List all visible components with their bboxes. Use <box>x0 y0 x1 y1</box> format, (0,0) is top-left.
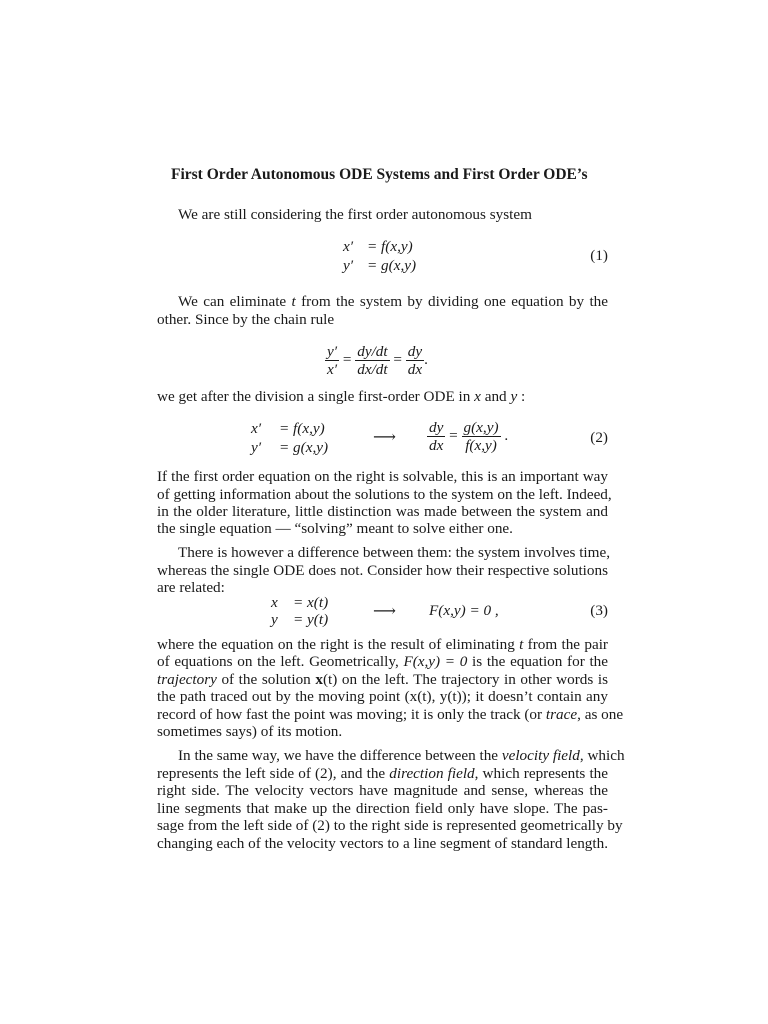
paragraph-fields-line2: represents the left side of (2), and the direction field, which represents the <box>157 765 608 782</box>
equation-number-2: (2) <box>590 429 608 446</box>
eq1-row1-lhs: x′ <box>343 238 354 255</box>
chain-rule-equation: $\frac{y'}{x'}$ = $\frac{dy/dt}{dx/dt}$ = $\frac{dy}{dx}$ . <box>327 343 428 378</box>
paragraph-fields-line4: line segments that make up the direction field only have slope. The pas- <box>157 800 608 817</box>
paragraph-solvable-line4: the single equation — “solving” meant to solve either one. <box>157 520 513 537</box>
paragraph-fields-line3: right side. The velocity vectors have magnitude and sense, whereas the <box>157 782 608 799</box>
paragraph-fields-line5: sage from the left side of (2) to the right side is represented geometrically by <box>157 817 623 834</box>
arrow-icon: ⟶ <box>373 429 396 446</box>
eq3-row1-rhs: = x(t) <box>293 594 329 611</box>
paragraph-difference-line2: whereas the single ODE does not. Consider how their respective solutions <box>157 562 608 579</box>
paragraph-division: we get after the division a single first-order ODE in x and y : <box>157 388 526 405</box>
equation-number-3: (3) <box>590 602 608 619</box>
eq2-row1-rhs: = f(x,y) <box>279 420 325 437</box>
eq1-row2-rhs: = g(x,y) <box>367 257 417 274</box>
paragraph-eliminate-line2: other. Since by the chain rule <box>157 311 335 328</box>
eq3-row2-rhs: = y(t) <box>293 611 329 628</box>
eq2-right-side: $\frac{dy}{dx}$ = $\frac{g(x,y)}{f(x,y)}$ . <box>429 419 509 454</box>
paragraph-difference-line3: are related: <box>157 579 225 596</box>
paragraph-geometric-line6: sometimes says) of its motion. <box>157 723 343 740</box>
eq2-row1-lhs: x′ <box>251 420 262 437</box>
eq3-right-side: F(x,y) = 0 , <box>429 602 499 619</box>
paragraph-geometric-line4: the path traced out by the moving point (x(t), y(t)); it doesn’t contain any <box>157 688 608 705</box>
equation-number-1: (1) <box>590 247 608 264</box>
paragraph-difference-line1: There is however a difference between them: the system involves time, <box>178 544 610 561</box>
paragraph-solvable-line1: If the first order equation on the right is solvable, this is an important way <box>157 468 608 485</box>
paragraph-geometric-line2: of equations on the left. Geometrically, F(x,y) = 0 is the equation for the <box>157 653 609 670</box>
paragraph-geometric-line1: where the equation on the right is the result of eliminating t from the pair <box>157 636 608 653</box>
eq3-row1-lhs: x <box>271 594 278 611</box>
paragraph-solvable-line3: in the older literature, little distinction was made between the system and <box>157 503 608 520</box>
eq2-row2-rhs: = g(x,y) <box>279 439 329 456</box>
eq1-row1-rhs: = f(x,y) <box>367 238 413 255</box>
section-title: First Order Autonomous ODE Systems and First Order ODE’s <box>171 166 588 183</box>
paragraph-fields-line1: In the same way, we have the difference between the velocity field, which <box>178 747 625 764</box>
paragraph-intro: We are still considering the first order autonomous system <box>178 206 532 223</box>
paragraph-solvable-line2: of getting information about the solutions to the system on the left. Indeed, <box>157 486 612 503</box>
arrow-icon: ⟶ <box>373 603 396 620</box>
paragraph-fields-line6: changing each of the velocity vectors to a line segment of standard length. <box>157 835 608 852</box>
eq2-row2-lhs: y′ <box>251 439 262 456</box>
paragraph-eliminate-line1: We can eliminate t from the system by dividing one equation by the <box>178 293 608 310</box>
eq3-row2-lhs: y <box>271 611 278 628</box>
paragraph-geometric-line3: trajectory of the solution x(t) on the left. The trajectory in other words is <box>157 671 609 688</box>
eq1-row2-lhs: y′ <box>343 257 354 274</box>
paragraph-geometric-line5: record of how fast the point was moving; it is only the track (or trace, as one <box>157 706 624 723</box>
